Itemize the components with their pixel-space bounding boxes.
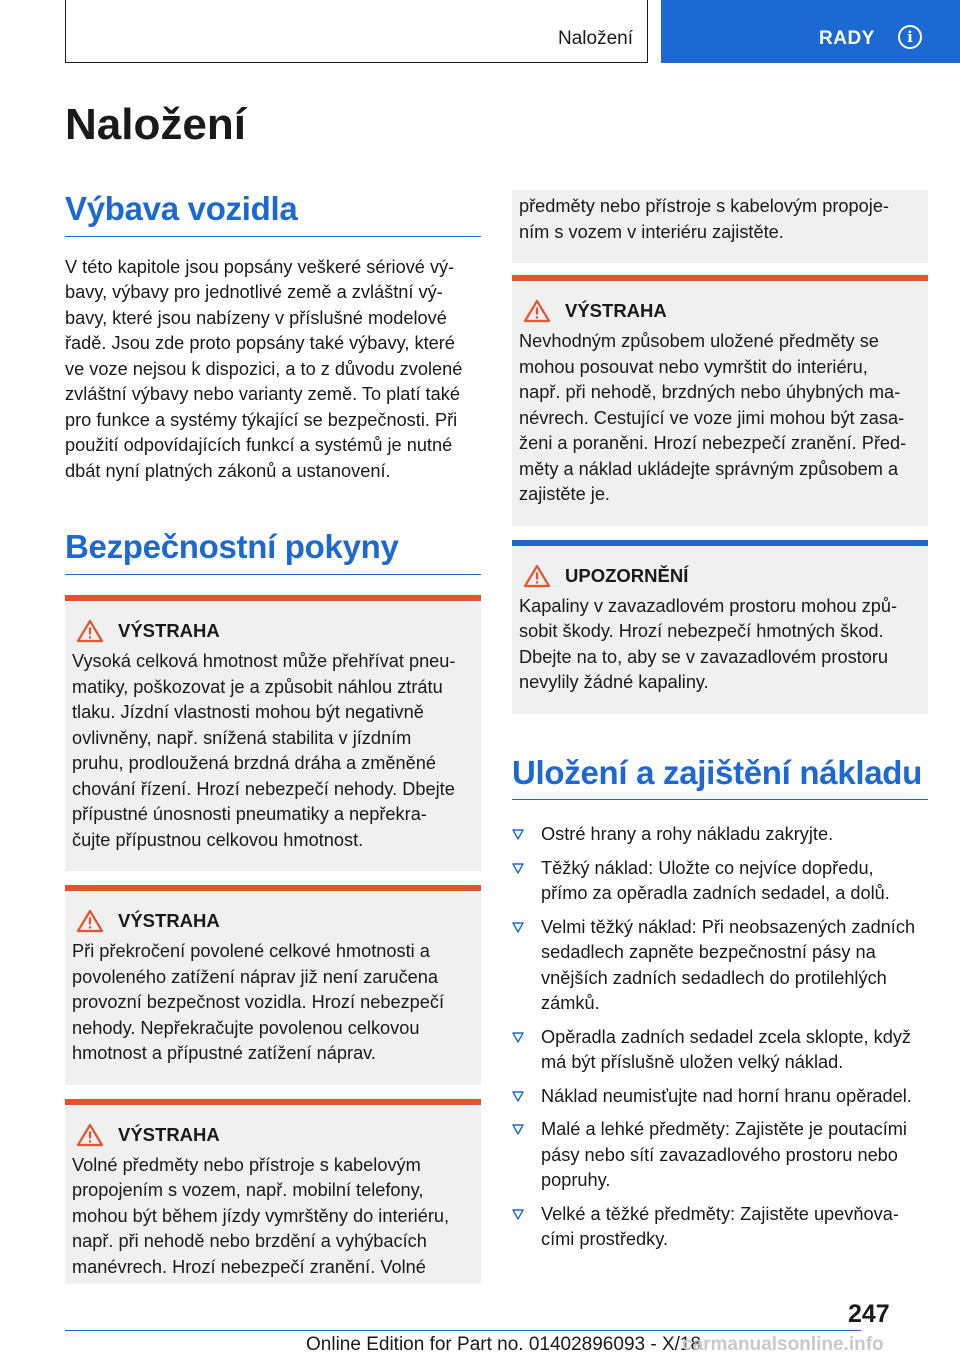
- footer-rule: [65, 1330, 861, 1331]
- warning-box: [65, 595, 481, 871]
- notice-line: sobit škody. Hrozí nebezpečí hmotných škod.: [519, 621, 884, 641]
- info-icon[interactable]: i: [898, 25, 922, 49]
- page-title: Naložení: [65, 100, 246, 149]
- warning-line: nehody. Nepřekračujte povolenou celkovou: [72, 1017, 420, 1038]
- intro-line: bavy, výbavy pro jednotlivé země a zvláštní vý‐: [65, 282, 443, 303]
- warning-header: [72, 909, 474, 933]
- warning-line: předměty nebo přístroje s kabelovým propoje‐: [519, 196, 889, 216]
- triangle-bullet-icon: [512, 1031, 524, 1043]
- warning-continuation-box: [512, 190, 928, 263]
- intro-line: bavy, které jsou nabízeny v příslušné modelové: [65, 307, 447, 328]
- notice-box: [512, 540, 928, 714]
- list-item: [512, 856, 928, 907]
- list-item-text: sedadlech zapněte bezpečnostní pásy na: [541, 942, 876, 963]
- warning-text: [72, 939, 474, 1067]
- list-item: [512, 1025, 928, 1076]
- header-section-title: Naložení: [558, 28, 633, 49]
- warning-line: mohou být během jízdy vymrštěny do interiéru,: [72, 1205, 450, 1226]
- warning-line: matiky, poškozovat je a způsobit náhlou ztrátu: [72, 676, 443, 697]
- notice-text: [519, 594, 921, 696]
- triangle-bullet-icon: [512, 1123, 524, 1135]
- warning-line: mohou posouvat nebo vymrštit do interiéru,: [519, 356, 868, 377]
- list-item-text: Opěradla zadních sedadel zcela sklopte, když: [541, 1026, 912, 1047]
- triangle-bullet-icon: [512, 921, 524, 933]
- warning-line: ovlivněny, např. snížená stabilita v jízdním: [72, 727, 412, 748]
- header-tab-label: RADY: [819, 28, 875, 49]
- list-item-text: přímo za opěradla zadních sedadel, a dolů.: [541, 883, 890, 904]
- warning-line: névrech. Cestující ve voze jimi mohou být zasa‐: [519, 407, 905, 428]
- warning-triangle-icon: [76, 619, 104, 643]
- warning-triangle-icon: [523, 299, 551, 323]
- warning-line: tlaku. Jízdní vlastnosti mohou být negativně: [72, 702, 424, 723]
- intro-line: pro funkce a systémy týkající se bezpečnosti. Při: [65, 409, 458, 430]
- warning-text: [72, 1153, 474, 1281]
- warning-box: [512, 275, 928, 526]
- notice-line: Dbejte na to, aby se v zavazadlovém prostoru: [519, 646, 888, 667]
- warning-line: chování řízení. Hrozí nebezpečí nehody. Dbejte: [72, 778, 455, 799]
- watermark-text: carmanualsonline.info: [682, 1334, 884, 1355]
- warning-triangle-icon: [76, 909, 104, 933]
- warning-line: provozní bezpečnost vozidla. Hrozí nebezpečí: [72, 992, 445, 1013]
- list-item-text: Velmi těžký náklad: Při neobsazených zadních: [541, 916, 916, 937]
- list-item-text: vnějších zadních sedadlech do protilehlých: [541, 967, 887, 988]
- right-column: [512, 190, 928, 1261]
- list-item-text: Velké a těžké předměty: Zajistěte upevňova‐: [541, 1203, 899, 1224]
- header-section-box: [65, 0, 648, 63]
- warning-line: hmotnost a přípustné zatížení náprav.: [72, 1043, 376, 1064]
- warning-line: ním s vozem v interiéru zajistěte.: [519, 221, 784, 242]
- notice-line: Kapaliny v zavazadlovém prostoru mohou způ‐: [519, 595, 898, 616]
- header-tab-rady[interactable]: [661, 0, 960, 63]
- warning-label: VÝSTRAHA: [565, 300, 667, 321]
- intro-line: řadě. Jsou zde proto popsány také výbavy, které: [65, 333, 455, 354]
- warning-text: [519, 329, 921, 508]
- intro-line: použití odpovídajících funkcí a systémů je nutné: [65, 435, 453, 456]
- list-item-text: cími prostředky.: [541, 1229, 669, 1250]
- warning-line: čujte přípustnou celkovou hmotnost.: [72, 829, 364, 850]
- list-item-text: Těžký náklad: Uložte co nejvíce dopředu,: [541, 857, 874, 878]
- list-item-text: popruhy.: [541, 1170, 611, 1191]
- warning-line: propojením s vozem, např. mobilní telefony,: [72, 1180, 424, 1201]
- warning-line: měty a náklad ukládejte správným způsobem a: [519, 458, 899, 479]
- notice-line: nevylily žádné kapaliny.: [519, 672, 709, 692]
- warning-header: [519, 299, 921, 323]
- warning-line: např. při nehodě nebo brzdění a vyhýbacích: [72, 1231, 427, 1252]
- page-number: 247: [848, 1300, 890, 1328]
- list-item: [512, 915, 928, 1017]
- list-item: [512, 1202, 928, 1253]
- intro-line: ve voze nejsou k dispozici, a to z důvodu zvolené: [65, 358, 463, 379]
- list-item-text: pásy nebo sítí zavazadlového prostoru nebo: [541, 1144, 898, 1165]
- heading-bezpecnostni-pokyny: Bezpečnostní pokyny: [65, 528, 481, 575]
- warning-line: přípustné únosnosti pneumatiky a nepřekra‐: [72, 804, 427, 825]
- left-column: [65, 190, 481, 1284]
- triangle-bullet-icon: [512, 1090, 524, 1102]
- warning-line: pruhu, prodloužená brzdná dráha a změněné: [72, 753, 437, 774]
- warning-triangle-icon: [76, 1123, 104, 1147]
- warning-label: VÝSTRAHA: [118, 1123, 220, 1145]
- list-item-text: Malé a lehké předměty: Zajistěte je poutacími: [541, 1119, 907, 1140]
- warning-line: zajistěte je.: [519, 484, 610, 504]
- footer-edition: Online Edition for Part no. 01402896093 - X/18: [306, 1334, 702, 1355]
- list-item: [512, 822, 928, 848]
- warning-line: ženi a poraněni. Hrozí nebezpečí zranění. Před‐: [519, 433, 907, 453]
- list-item-text: Ostré hrany a rohy nákladu zakryjte.: [541, 824, 834, 845]
- triangle-bullet-icon: [512, 862, 524, 874]
- intro-line: V této kapitole jsou popsány veškeré sériové vý‐: [65, 256, 455, 277]
- warning-box: [65, 885, 481, 1085]
- notice-header: [519, 564, 921, 588]
- warning-line: Nevhodným způsobem uložené předměty se: [519, 331, 879, 351]
- warning-label: VÝSTRAHA: [118, 620, 220, 642]
- heading-ulozeni-nakladu: Uložení a zajištění nákladu: [512, 754, 928, 801]
- warning-line: povoleného zatížení náprav již není zaručena: [72, 966, 439, 987]
- list-item: [512, 1117, 928, 1194]
- intro-paragraph: [65, 255, 481, 485]
- warning-header: [72, 1123, 474, 1147]
- warning-line: Volné předměty nebo přístroje s kabelovým: [72, 1154, 421, 1175]
- warning-label: VÝSTRAHA: [118, 910, 220, 932]
- heading-vybava-vozidla: Výbava vozidla: [65, 190, 481, 237]
- list-item-text: zámků.: [541, 993, 600, 1014]
- intro-line: dbát nyní platných zákonů a ustanovení.: [65, 460, 391, 481]
- warning-text: [72, 649, 474, 853]
- loading-bullet-list: [512, 822, 928, 1253]
- warning-line: Při překročení povolené celkové hmotnosti a: [72, 941, 430, 962]
- warning-line: manévrech. Hrozí nebezpečí zranění. Volné: [72, 1256, 426, 1277]
- warning-header: [72, 619, 474, 643]
- intro-line: zvláštní výbavy nebo varianty země. To platí také: [65, 384, 460, 405]
- warning-text: [519, 194, 921, 245]
- notice-label: UPOZORNĚNÍ: [565, 564, 689, 586]
- list-item: [512, 1084, 928, 1110]
- warning-line: např. při nehodě, brzdných nebo úhybných ma‐: [519, 382, 901, 402]
- list-item-text: Náklad neumisťujte nad horní hranu opěradel.: [541, 1085, 912, 1106]
- warning-line: Vysoká celková hmotnost může přehřívat pneu‐: [72, 651, 456, 672]
- triangle-bullet-icon: [512, 828, 524, 840]
- list-item-text: má být příslušně uložen velký náklad.: [541, 1052, 844, 1073]
- warning-triangle-icon: [523, 564, 551, 588]
- warning-box: [65, 1099, 481, 1285]
- triangle-bullet-icon: [512, 1208, 524, 1220]
